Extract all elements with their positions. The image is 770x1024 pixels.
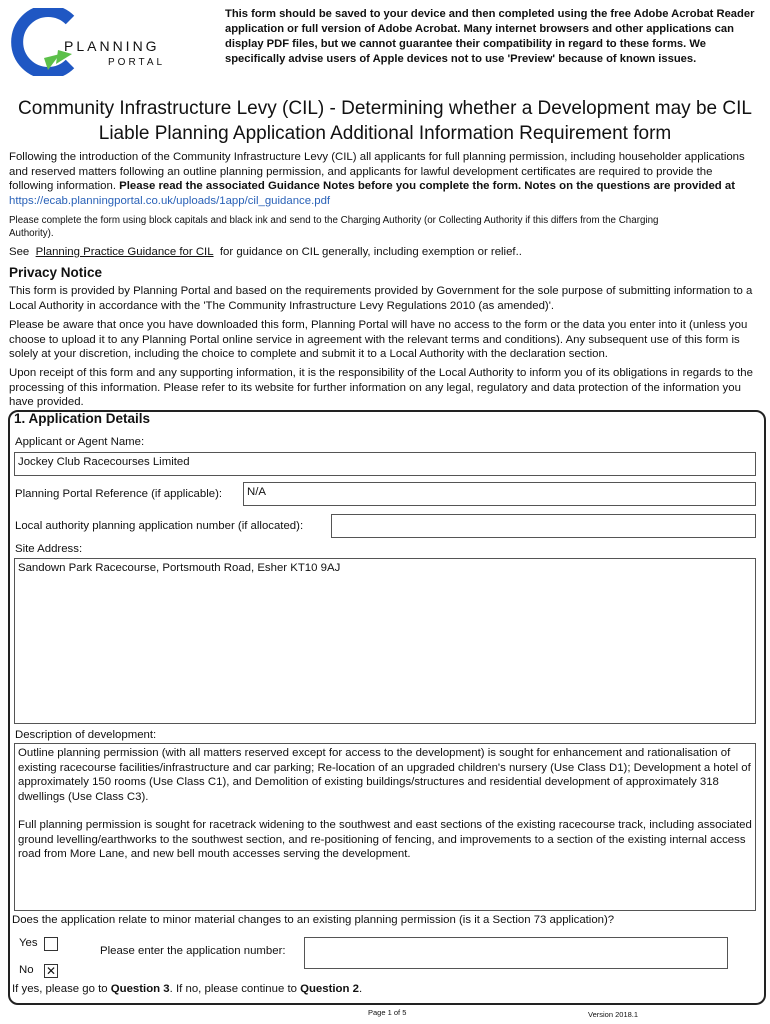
page-number: Page 1 of 5	[368, 1008, 407, 1017]
compatibility-notice: This form should be saved to your device and then completed using the free Adobe Acrobat Reader application or full version of Adobe Acrobat. Many internet browsers and other applications can display PDF files, but we cannot guarantee their compatibility in regard to these forms. We specifically advise users of Apple devices not to use 'Preview' because of known issues.	[225, 8, 755, 65]
nav-mid: . If no, please continue to	[169, 983, 301, 995]
nav-prefix: If yes, please go to	[12, 983, 111, 995]
pp-reference-field[interactable]: N/A	[243, 482, 756, 506]
intro-paragraph	[9, 150, 759, 208]
no-checkbox[interactable]: ✕	[45, 964, 57, 978]
privacy-heading: Privacy Notice	[9, 265, 103, 280]
app-number-field[interactable]	[304, 937, 728, 969]
no-label: No	[19, 964, 34, 976]
applicant-label: Applicant or Agent Name:	[15, 436, 145, 448]
logo-text-portal: PORTAL	[108, 57, 166, 68]
intro-bold-text: Please read the associated Guidance Notes before you complete the form. Notes on the questions are provided at	[119, 180, 736, 192]
la-number-field[interactable]	[331, 514, 756, 538]
site-address-label: Site Address:	[15, 543, 83, 555]
see-suffix: for guidance on CIL generally, including exemption or relief..	[219, 246, 522, 258]
nav-question-2: Question 2	[300, 983, 359, 995]
logo-text-planning: PLANNING	[64, 38, 160, 54]
app-number-label: Please enter the application number:	[100, 945, 286, 957]
instructions-text: Please complete the form using block capitals and black ink and send to the Charging Authority (or Collecting Authority if this differs from the Charging Authority).	[9, 215, 659, 239]
nav-end: .	[358, 983, 363, 995]
navigation-instruction	[12, 983, 362, 995]
applicant-name-field[interactable]: Jockey Club Racecourses Limited	[14, 452, 756, 476]
site-address-field[interactable]: Sandown Park Racecourse, Portsmouth Road, Esher KT10 9AJ	[14, 558, 756, 724]
see-guidance-line	[9, 245, 759, 260]
version-label: Version 2018.1	[588, 1010, 639, 1019]
nav-question-3: Question 3	[110, 983, 170, 995]
planning-portal-logo	[8, 8, 168, 76]
yes-checkbox[interactable]	[44, 937, 58, 951]
privacy-paragraph-3: Upon receipt of this form and any supporting information, it is the responsibility of the Local Authority to inform you of its obligations in regards to the processing of this information. Please refer to its website for further information on any legal, regulatory and data protection of the information you have provided.	[9, 367, 753, 408]
section-1-heading: 1. Application Details	[14, 411, 151, 426]
description-paragraph-2: Full planning permission is sought for racetrack widening to the southwest and east sections of the existing racecourse track, including associated ground levelling/earthworks to the southwest section, and re-positioning of fencing, and improvements to a section of the existing internal access road from More Lane, and new bell mouth accesses serving the development.	[18, 819, 752, 860]
page-title: Community Infrastructure Levy (CIL) - Determining whether a Development may be CIL Liable Planning Application Additional Information Requirement form	[18, 98, 752, 144]
section73-question: Does the application relate to minor material changes to an existing planning permission (is it a Section 73 application)?	[12, 914, 615, 926]
privacy-paragraph-2: Please be aware that once you have downloaded this form, Planning Portal will have no access to the form or the data you enter into it (unless you choose to upload it to any Planning Portal online service in agreement with the relevant terms and conditions). Any subsequent use of this form is solely at your discretion, including the choice to complete and submit it to a Local Authority with the declaration section.	[9, 319, 748, 360]
intro-text: Following the introduction of the Community Infrastructure Levy (CIL) all applicants for full planning permission, including householder applications and reserved matters following an outline planning permission, and applicants for lawful development certificates are required to provide the following information.	[9, 151, 745, 192]
pp-reference-label: Planning Portal Reference (if applicable):	[15, 488, 223, 500]
see-prefix: See	[9, 246, 30, 258]
guidance-notes-link[interactable]: https://ecab.planningportal.co.uk/uploads/1app/cil_guidance.pdf	[9, 194, 331, 207]
yes-label: Yes	[19, 937, 38, 949]
la-number-label: Local authority planning application number (if allocated):	[15, 520, 304, 532]
description-paragraph-1: Outline planning permission (with all matters reserved except for access to the development) is sought for enhancement and rationalisation of existing racecourse facilities/infrastructure and car parking; Re-location of an upgraded children's nursery (Use Class D1); Development a hotel of approximately 150 rooms (Use Class C1), and Demolition of existing buildings/structures and residential development of approximately 318 dwellings (Use Class C3).	[18, 747, 751, 803]
planning-practice-guidance-link[interactable]: Planning Practice Guidance for CIL	[35, 246, 214, 258]
privacy-paragraph-1: This form is provided by Planning Portal and based on the requirements provided by Government for the sole purpose of submitting information to a Local Authority in accordance with the 'The Community Infrastructure Levy Regulations 2010 (as amended)'.	[9, 285, 753, 312]
description-field[interactable]	[14, 743, 756, 911]
description-label: Description of development:	[15, 729, 157, 741]
